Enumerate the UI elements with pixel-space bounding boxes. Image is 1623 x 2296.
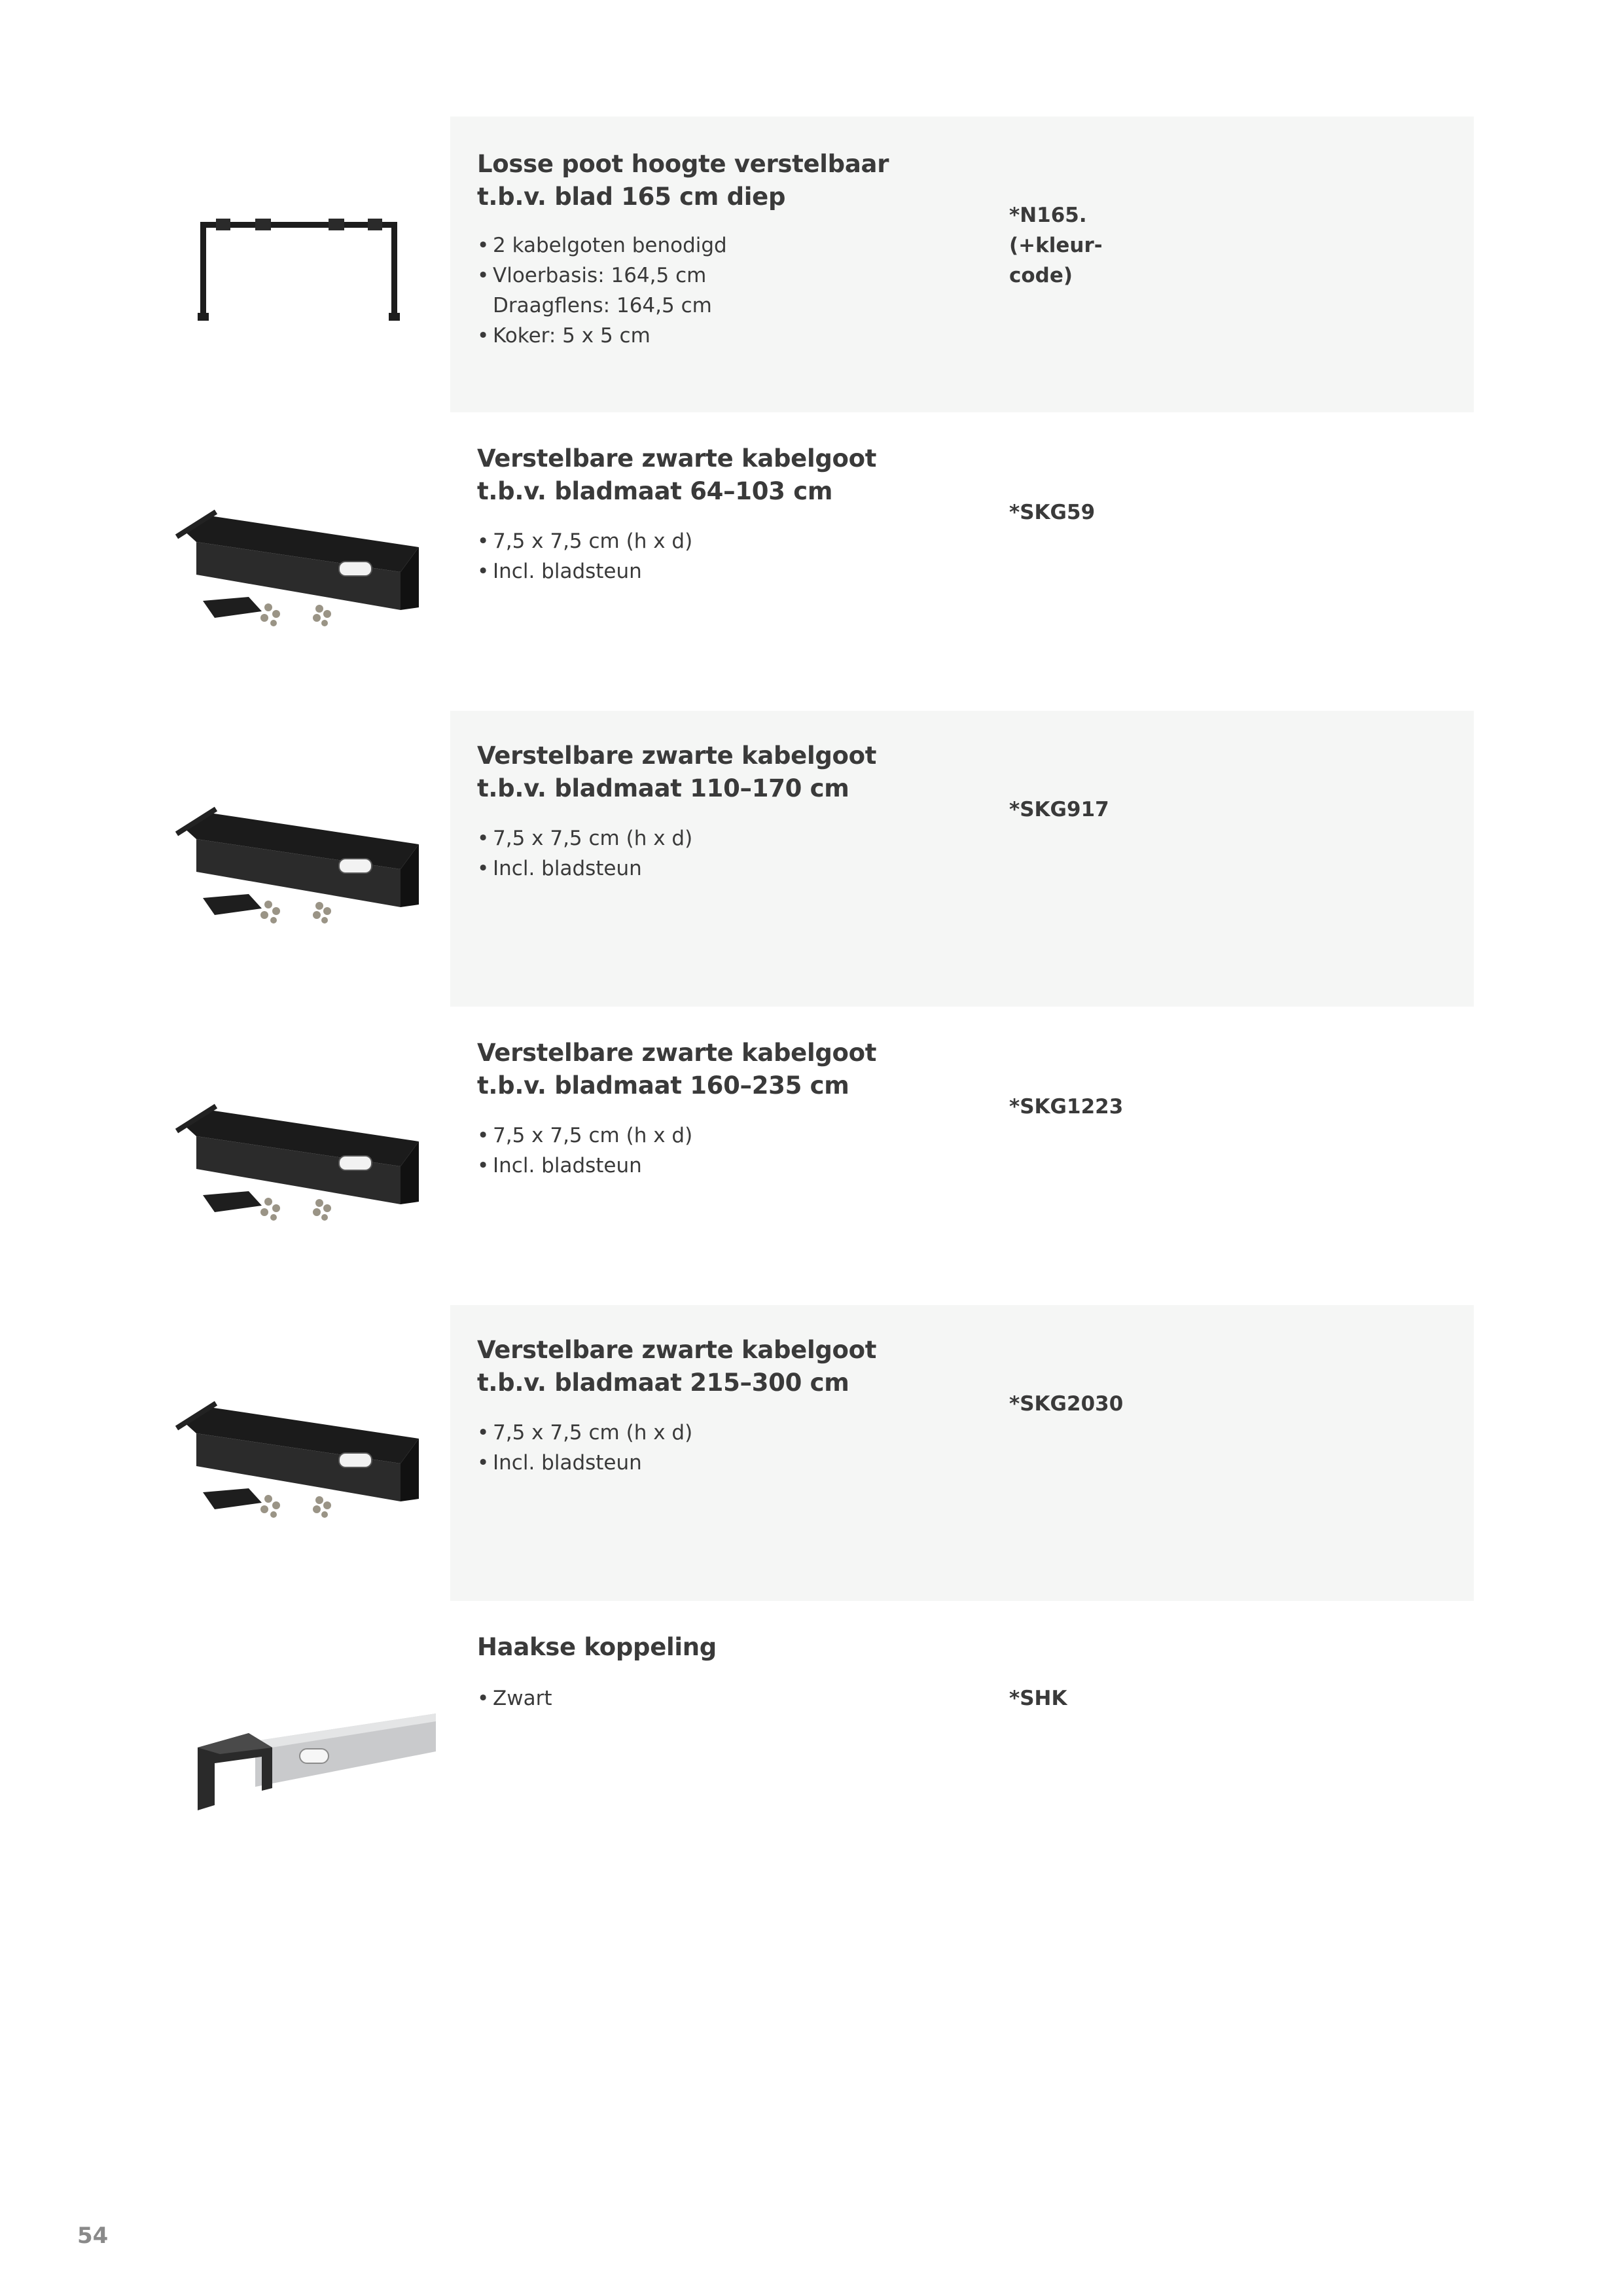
product-row (0, 414, 1623, 709)
product-title: Verstelbare zwarte kabelgoot t.b.v. bladmaat 215–300 cm (477, 1336, 877, 1397)
black-cable-tray-image (157, 711, 445, 1007)
right-angle-coupling-image (157, 1602, 445, 1898)
spec-item: • Incl. bladsteun (477, 1448, 974, 1478)
article-code: *N165. (+kleur- code) (1009, 204, 1103, 287)
product-row (0, 711, 1623, 1007)
product-specs (477, 1121, 974, 1181)
product-title: Losse poot hoogte verstelbaar t.b.v. blad 165 cm diep (477, 150, 889, 211)
product-title: Verstelbare zwarte kabelgoot t.b.v. bladmaat 64–103 cm (477, 444, 877, 505)
spec-item: • 7,5 x 7,5 cm (h x d) (477, 1418, 974, 1448)
article-code: *SKG917 (1009, 798, 1109, 821)
spec-item: • Vloerbasis: 164,5 cm (477, 260, 974, 291)
black-cable-tray-image (157, 1305, 445, 1601)
table-leg-frame-image (157, 117, 445, 412)
product-title: Verstelbare zwarte kabelgoot t.b.v. bladmaat 110–170 cm (477, 742, 877, 802)
spec-item: • Incl. bladsteun (477, 556, 974, 586)
product-row (0, 117, 1623, 412)
page-number: 54 (77, 2223, 109, 2249)
product-specs (477, 823, 974, 884)
product-row (0, 1008, 1623, 1304)
spec-item: • Incl. bladsteun (477, 853, 974, 884)
spec-item: • Koker: 5 x 5 cm (477, 321, 974, 351)
product-title: Haakse koppeling (477, 1633, 717, 1661)
product-specs (477, 230, 974, 351)
product-specs (477, 1418, 974, 1478)
spec-item: • 7,5 x 7,5 cm (h x d) (477, 1121, 974, 1151)
spec-item: • 7,5 x 7,5 cm (h x d) (477, 526, 974, 556)
article-code: *SHK (1009, 1687, 1067, 1710)
spec-item: • 7,5 x 7,5 cm (h x d) (477, 823, 974, 853)
black-cable-tray-image (157, 414, 445, 709)
product-row (0, 1305, 1623, 1601)
article-code: *SKG1223 (1009, 1095, 1124, 1119)
article-code: *SKG2030 (1009, 1392, 1124, 1416)
product-row (0, 1602, 1623, 1898)
spec-item: • Zwart (477, 1683, 974, 1713)
article-code: *SKG59 (1009, 501, 1096, 524)
black-cable-tray-image (157, 1008, 445, 1304)
product-specs (477, 526, 974, 586)
spec-item: Draagflens: 164,5 cm (493, 294, 712, 317)
product-title: Verstelbare zwarte kabelgoot t.b.v. bladmaat 160–235 cm (477, 1039, 877, 1100)
spec-item: • Incl. bladsteun (477, 1151, 974, 1181)
spec-item: • 2 kabelgoten benodigd (477, 230, 974, 260)
product-specs (477, 1683, 974, 1713)
